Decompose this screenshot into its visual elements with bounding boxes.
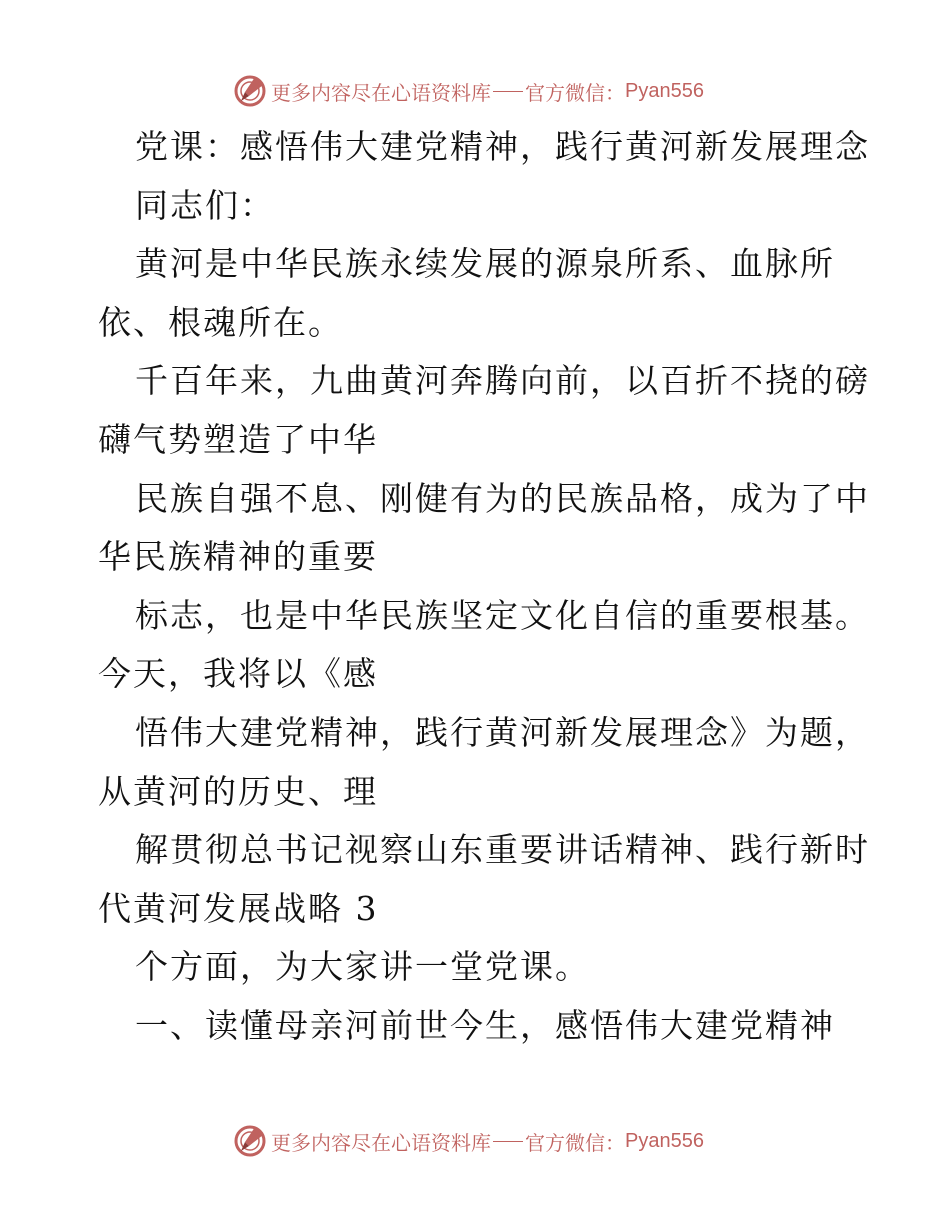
body-line: 代黄河发展战略 3 xyxy=(98,888,379,928)
body-line: 标志，也是中华民族坚定文化自信的重要根基。 xyxy=(135,595,870,635)
body-line: 从黄河的历史、理 xyxy=(98,771,378,811)
footer-site-text: 更多内容尽在心语资料库 xyxy=(271,1130,491,1155)
footer-wechat-label: 官方微信： xyxy=(525,1130,625,1155)
body-line: 悟伟大建党精神，践行黄河新发展理念》为题， xyxy=(135,712,870,752)
body-line: 解贯彻总书记视察山东重要讲话精神、践行新时 xyxy=(135,830,870,870)
body-line: 个方面，为大家讲一堂党课。 xyxy=(135,947,590,987)
body-line: 黄河是中华民族永续发展的源泉所系、血脉所 xyxy=(135,244,835,284)
section-heading: 一、读懂母亲河前世今生，感悟伟大建党精神 xyxy=(135,1005,835,1045)
footer-banner xyxy=(233,1122,704,1160)
document-body xyxy=(98,118,870,1056)
document-title: 党课：感悟伟大建党精神，践行黄河新发展理念 xyxy=(135,127,870,166)
body-line: 民族自强不息、刚健有为的民族品格，成为了中 xyxy=(135,478,870,518)
body-line: 千百年来，九曲黄河奔腾向前，以百折不挠的磅 xyxy=(135,361,870,401)
header-site-text: 更多内容尽在心语资料库 xyxy=(271,80,491,105)
pen-nib-logo-icon xyxy=(233,1124,267,1158)
body-line: 依、根魂所在。 xyxy=(98,302,343,342)
pen-nib-logo-icon xyxy=(233,74,267,108)
header-wechat-label: 官方微信： xyxy=(525,80,625,105)
body-line: 华民族精神的重要 xyxy=(98,537,378,577)
footer-dash-divider xyxy=(493,1141,523,1142)
body-line: 礴气势塑造了中华 xyxy=(98,419,378,459)
header-dash-divider xyxy=(493,91,523,92)
body-line: 今天，我将以《感 xyxy=(98,654,378,694)
header-banner xyxy=(233,72,704,110)
salutation: 同志们： xyxy=(135,185,275,225)
header-wechat-id: Pyan556 xyxy=(625,79,704,102)
footer-wechat-id: Pyan556 xyxy=(625,1129,704,1152)
